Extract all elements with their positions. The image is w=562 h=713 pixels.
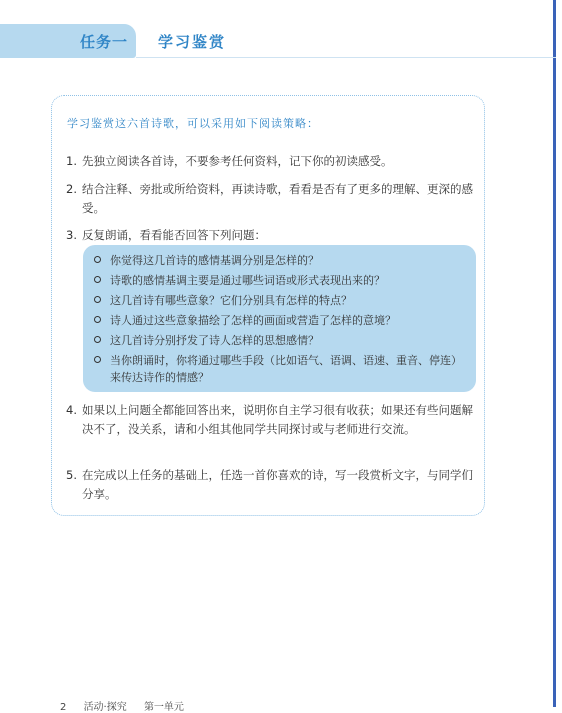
item-text: 如果以上问题全都能回答出来，说明你自主学习很有收获；如果还有些问题解决不了，没关系，请和小组其他同学共同探讨或与老师进行交流。 xyxy=(82,403,473,436)
question-text: 这几首诗分别抒发了诗人怎样的思想感情？ xyxy=(110,334,319,347)
item-number: 2. xyxy=(66,182,77,196)
page-footer xyxy=(60,698,198,713)
item-number: 4. xyxy=(66,403,77,417)
circle-bullet-icon xyxy=(94,296,101,303)
strategy-intro: 学习鉴赏这六首诗歌，可以采用如下阅读策略： xyxy=(67,117,319,130)
task-number-label: 任务一 xyxy=(80,33,129,51)
strategy-item-2 xyxy=(66,180,476,215)
item-text: 结合注释、旁批或所给资料，再读诗歌，看看是否有了更多的理解、更深的感受。 xyxy=(82,182,473,215)
question-text: 这几首诗有哪些意象？它们分别具有怎样的特点？ xyxy=(110,294,352,307)
strategy-item-3 xyxy=(66,226,476,245)
item-text: 反复朗诵，看看能否回答下列问题： xyxy=(82,228,266,242)
circle-bullet-icon xyxy=(94,316,101,323)
item-text: 在完成以上任务的基础上，任选一首你喜欢的诗，写一段赏析文字，与同学们分享。 xyxy=(82,468,473,501)
page-edge-border xyxy=(553,0,556,707)
question-text: 你觉得这几首诗的感情基调分别是怎样的？ xyxy=(110,254,319,267)
item-number: 1. xyxy=(66,154,77,168)
circle-bullet-icon xyxy=(94,276,101,283)
strategy-item-5 xyxy=(66,466,476,501)
circle-bullet-icon xyxy=(94,256,101,263)
page-number: 2 xyxy=(60,702,67,713)
header-divider xyxy=(136,57,556,58)
strategy-item-4 xyxy=(66,401,476,436)
footer-unit: 第一单元 xyxy=(143,702,184,713)
question-text: 当你朗诵时，你将通过哪些手段（比如语气、语调、语速、重音、停连）来传达诗作的情感？ xyxy=(110,354,462,384)
question-text: 诗歌的感情基调主要是通过哪些词语或形式表现出来的？ xyxy=(110,274,385,287)
strategy-item-1 xyxy=(66,152,476,171)
question-text: 诗人通过这些意象描绘了怎样的画面或营造了怎样的意境？ xyxy=(110,314,396,327)
item-number: 5. xyxy=(66,468,77,482)
footer-section: 活动·探究 xyxy=(83,702,127,713)
item-number: 3. xyxy=(66,228,77,242)
circle-bullet-icon xyxy=(94,356,101,363)
task-title: 学习鉴赏 xyxy=(158,33,227,51)
circle-bullet-icon xyxy=(94,336,101,343)
item-text: 先独立阅读各首诗，不要参考任何资料，记下你的初读感受。 xyxy=(82,154,393,168)
